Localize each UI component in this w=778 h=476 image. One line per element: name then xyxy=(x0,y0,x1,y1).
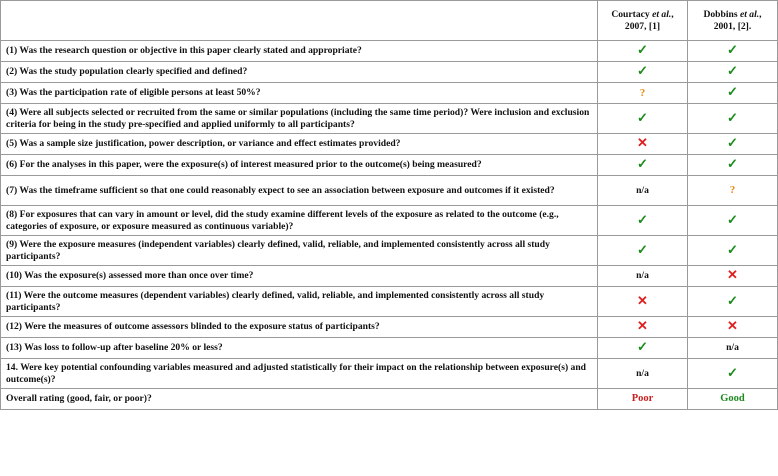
rating-cell-study-a xyxy=(598,83,688,104)
study-b-author: Dobbins xyxy=(703,8,740,20)
rating-cell-study-a xyxy=(598,104,688,134)
table-row xyxy=(1,155,778,176)
rating-cell-study-a xyxy=(598,155,688,176)
question-text: (8) For exposures that can vary in amount or level, did the study examine different levels of the exposure as related to the outcome (e.g., categories of exposure, or exposure measured as continuous variable)? xyxy=(1,206,598,236)
study-b-year: , 2001, [2]. xyxy=(713,8,762,32)
na-text: n/a xyxy=(636,367,649,379)
table-row xyxy=(1,236,778,266)
na-text: n/a xyxy=(636,270,649,281)
table-row xyxy=(1,206,778,236)
rating-cell-study-b xyxy=(688,41,778,62)
table-row xyxy=(1,359,778,389)
rating-cell-study-a xyxy=(598,236,688,266)
rating-cell-study-b xyxy=(688,104,778,134)
header-row xyxy=(1,1,778,41)
rating-cell-study-b xyxy=(688,359,778,389)
na-text: n/a xyxy=(636,184,649,196)
rating-cell-study-a xyxy=(598,41,688,62)
rating-cell-study-b xyxy=(688,206,778,236)
check-icon: ✓ xyxy=(637,211,648,227)
check-icon: ✓ xyxy=(727,63,738,78)
overall-rating-value: Poor xyxy=(631,393,654,404)
overall-rating-study-a xyxy=(598,389,688,410)
question-text: (13) Was loss to follow-up after baseline 20% or less? xyxy=(1,338,598,359)
question-text: (3) Was the participation rate of eligible persons at least 50%? xyxy=(1,83,598,104)
study-a-etal: et al. xyxy=(652,8,672,20)
rating-cell-study-a xyxy=(598,317,688,338)
check-icon: ✓ xyxy=(727,211,738,227)
check-icon: ✓ xyxy=(727,156,738,171)
question-text: (7) Was the timeframe sufficient so that one could reasonably expect to see an association between exposure and outcomes if it existed? xyxy=(1,176,598,206)
rating-cell-study-b xyxy=(688,236,778,266)
rating-cell-study-b xyxy=(688,176,778,206)
rating-cell-study-a xyxy=(598,134,688,155)
question-text: (12) Were the measures of outcome assessors blinded to the exposure status of participants? xyxy=(1,317,598,338)
rating-cell-study-a xyxy=(598,176,688,206)
rating-cell-study-a xyxy=(598,62,688,83)
check-icon: ✓ xyxy=(637,63,648,78)
question-text: (6) For the analyses in this paper, were the exposure(s) of interest measured prior to the outcome(s) being measured? xyxy=(1,155,598,176)
rating-cell-study-b xyxy=(688,266,778,287)
table-row xyxy=(1,41,778,62)
check-icon: ✓ xyxy=(637,109,648,125)
question-text: (2) Was the study population clearly specified and defined? xyxy=(1,62,598,83)
check-icon: ✓ xyxy=(727,241,738,257)
table-body xyxy=(1,41,778,410)
check-icon: ✓ xyxy=(637,42,648,57)
rating-cell-study-b xyxy=(688,155,778,176)
rating-cell-study-a xyxy=(598,359,688,389)
table-row xyxy=(1,176,778,206)
rating-cell-study-a xyxy=(598,206,688,236)
rating-cell-study-b xyxy=(688,287,778,317)
rating-cell-study-b xyxy=(688,62,778,83)
cross-icon: ✕ xyxy=(637,318,648,333)
question-text: 14. Were key potential confounding variables measured and adjusted statistically for their impact on the relationship between exposure(s) and outcome(s)? xyxy=(1,359,598,389)
cross-icon: ✕ xyxy=(637,135,648,150)
rating-cell-study-a xyxy=(598,338,688,359)
question-text: (10) Was the exposure(s) assessed more than once over time? xyxy=(1,266,598,287)
table-row xyxy=(1,317,778,338)
header-study-b xyxy=(688,1,778,41)
overall-rating-study-b xyxy=(688,389,778,410)
cross-icon: ✕ xyxy=(637,292,648,308)
check-icon: ✓ xyxy=(637,241,648,257)
table-row xyxy=(1,62,778,83)
study-b-etal: et al. xyxy=(739,8,760,20)
check-icon: ✓ xyxy=(727,42,738,57)
table-row xyxy=(1,266,778,287)
overall-rating-value: Good xyxy=(720,393,745,404)
question-mark-icon: ? xyxy=(639,86,646,99)
table-row xyxy=(1,134,778,155)
header-study-a xyxy=(598,1,688,41)
question-text: (9) Were the exposure measures (independent variables) clearly defined, valid, reliable, and implemented consistently across all study participants? xyxy=(1,236,598,266)
rating-cell-study-b xyxy=(688,83,778,104)
check-icon: ✓ xyxy=(727,135,738,150)
rating-cell-study-b xyxy=(688,317,778,338)
check-icon: ✓ xyxy=(727,109,738,125)
question-text: (5) Was a sample size justification, power description, or variance and effect estimates provided? xyxy=(1,134,598,155)
check-icon: ✓ xyxy=(727,364,738,380)
table-row xyxy=(1,104,778,134)
check-icon: ✓ xyxy=(637,156,648,171)
rating-cell-study-b xyxy=(688,338,778,359)
overall-rating-row xyxy=(1,389,778,410)
table-row xyxy=(1,287,778,317)
question-text: (11) Were the outcome measures (dependent variables) clearly defined, valid, reliable, and implemented consistently across all study participants? xyxy=(1,287,598,317)
table-row xyxy=(1,338,778,359)
rating-cell-study-b xyxy=(688,134,778,155)
cross-icon: ✕ xyxy=(727,267,738,282)
study-a-author: Courtacy xyxy=(611,8,653,20)
question-text: (1) Was the research question or objective in this paper clearly stated and appropriate? xyxy=(1,41,598,62)
check-icon: ✓ xyxy=(637,339,648,354)
question-text: (4) Were all subjects selected or recruited from the same or similar populations (including the same time period)? Were inclusion and exclusion criteria for being in the study pre-specified and applied uniformly to all participants? xyxy=(1,104,598,134)
study-a-year: , 2007, [1] xyxy=(624,8,674,32)
check-icon: ✓ xyxy=(727,84,738,99)
rating-cell-study-a xyxy=(598,266,688,287)
na-text: n/a xyxy=(726,342,739,353)
rating-cell-study-a xyxy=(598,287,688,317)
question-mark-icon: ? xyxy=(729,184,736,196)
header-question-cell xyxy=(1,1,598,41)
overall-rating-label: Overall rating (good, fair, or poor)? xyxy=(1,389,598,410)
table-row xyxy=(1,83,778,104)
check-icon: ✓ xyxy=(727,292,738,308)
cross-icon: ✕ xyxy=(727,318,738,333)
